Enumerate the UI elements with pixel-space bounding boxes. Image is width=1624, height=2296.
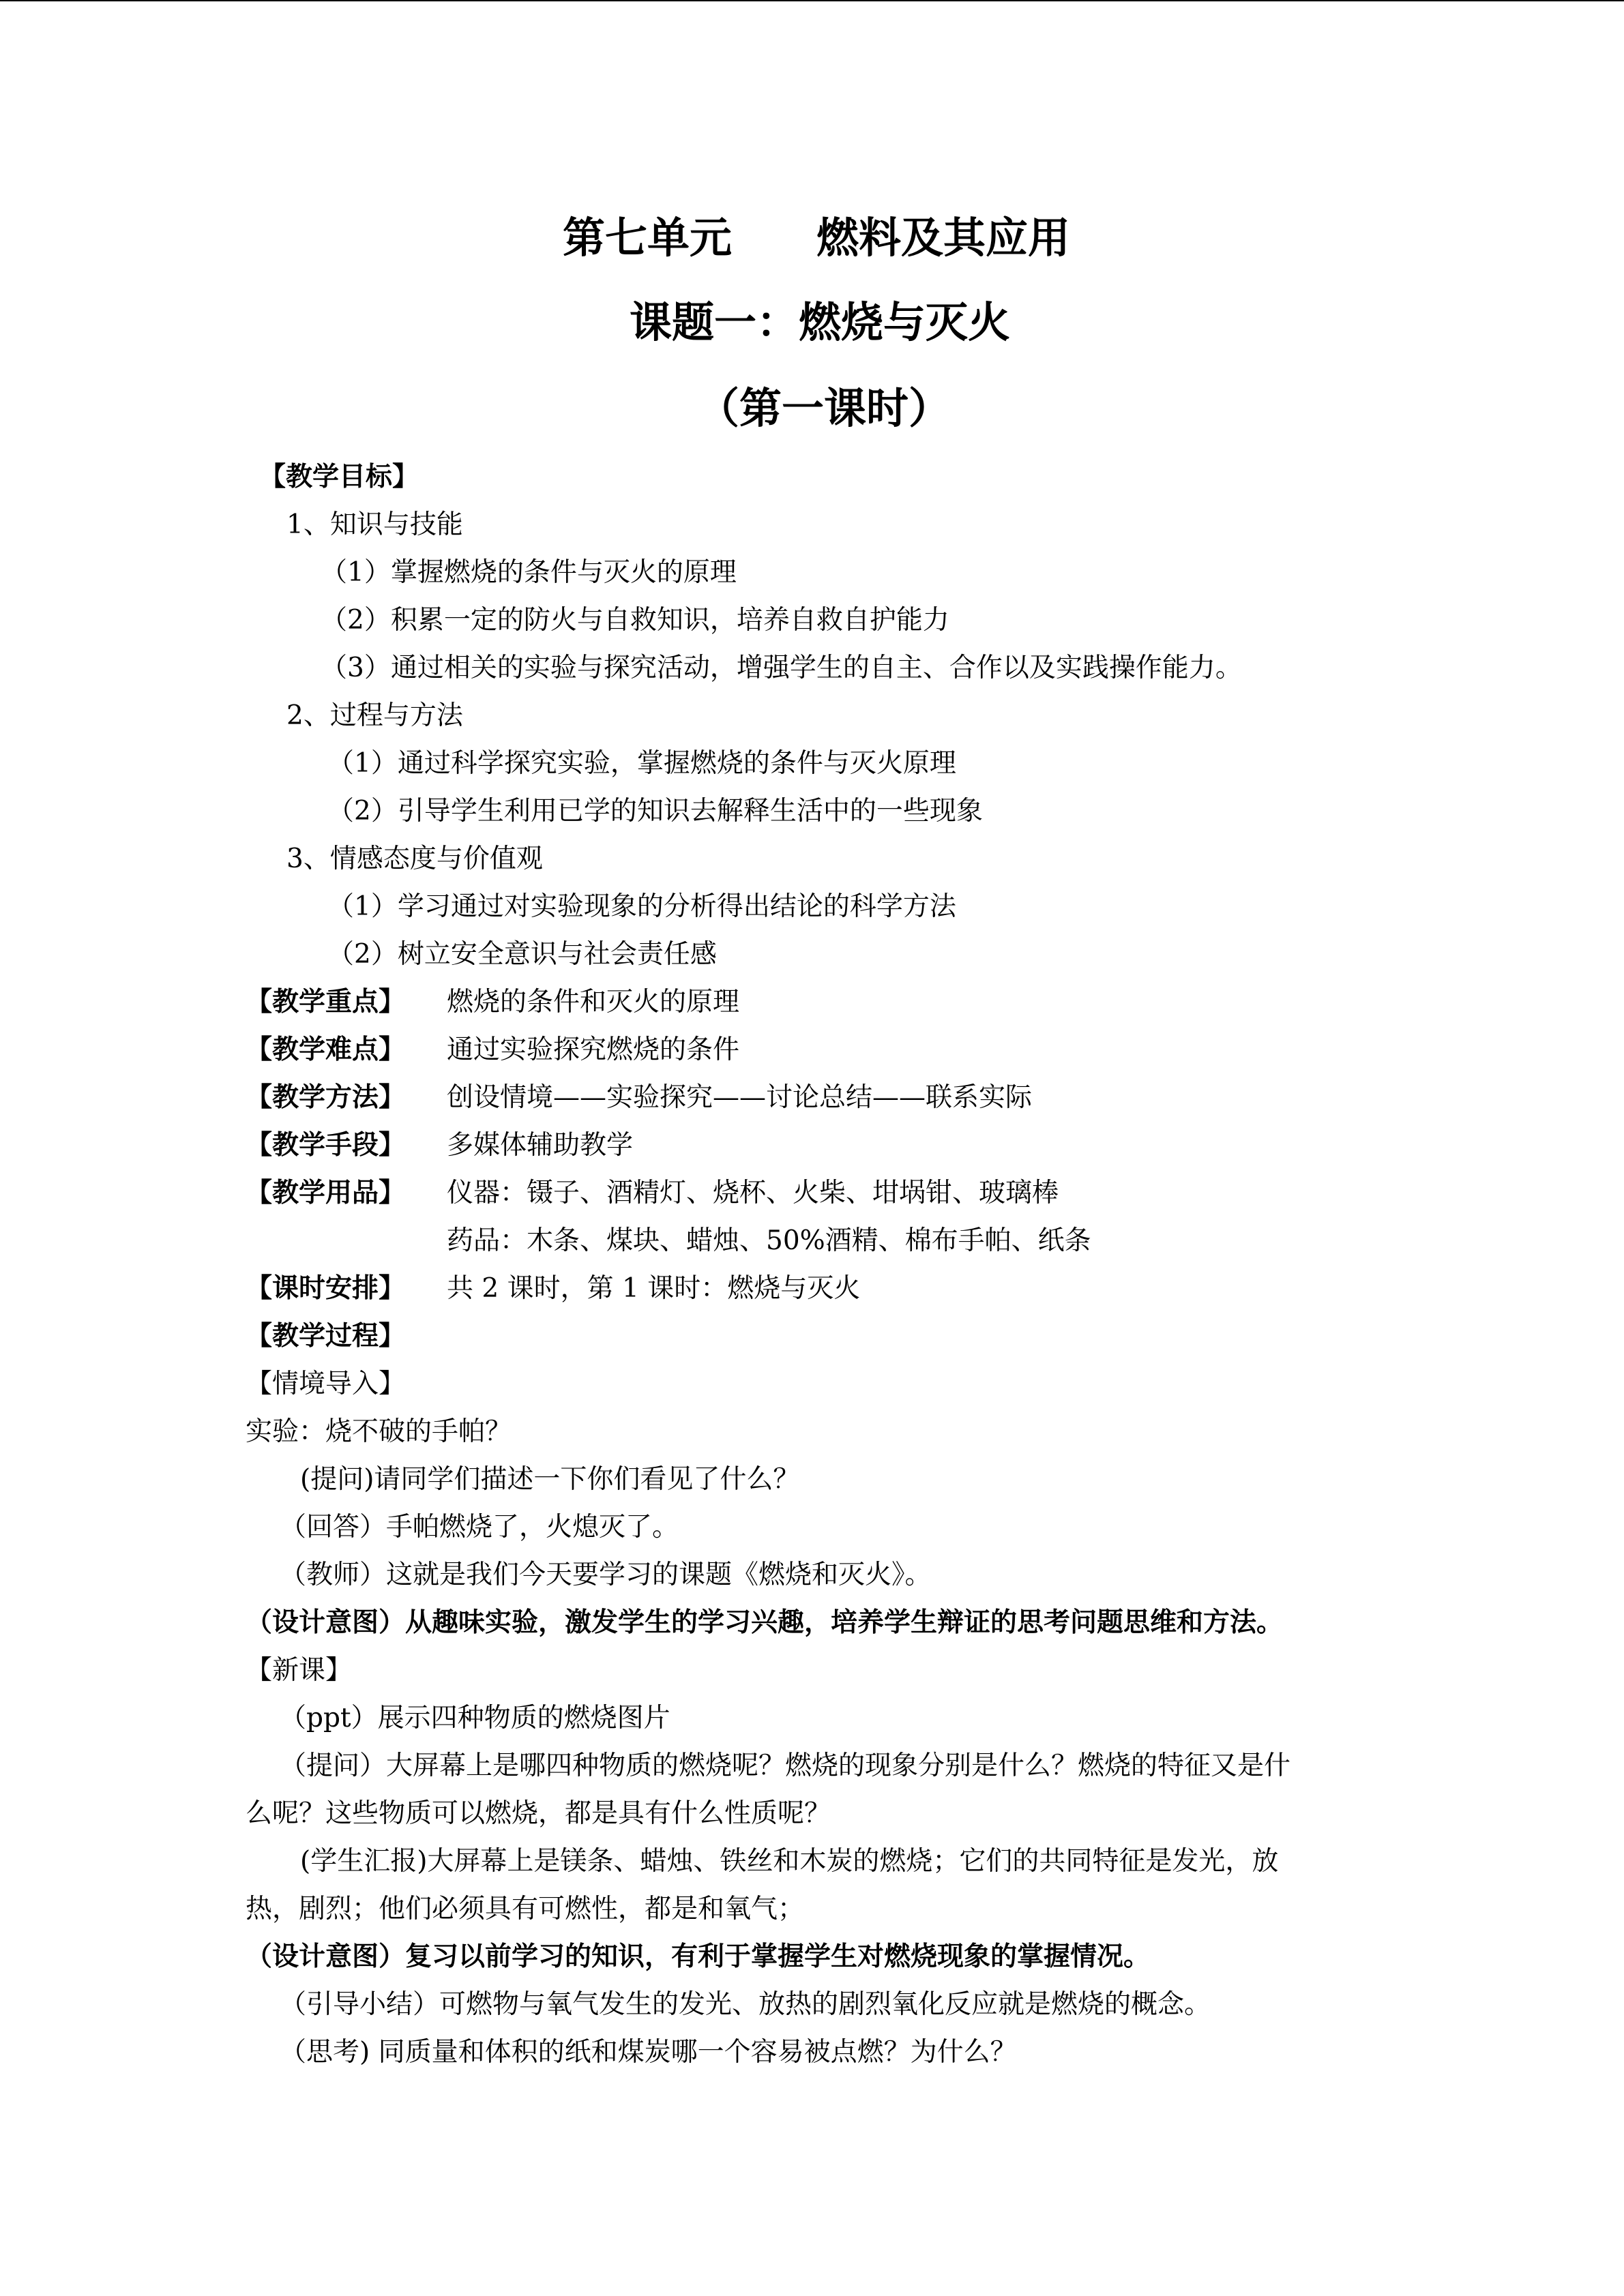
attitude-item-2: （2）树立安全意识与社会责任感	[327, 939, 717, 970]
student-report-line-2: 热，剧烈；他们必须具有可燃性，都是和氧气；	[246, 1894, 805, 1924]
supplies-reagents: 药品：木条、煤块、蜡烛、50%酒精、棉布手帕、纸条	[447, 1225, 1091, 1256]
schedule-label: 【课时安排】	[246, 1272, 406, 1304]
knowledge-skills-heading: 1、知识与技能	[286, 509, 463, 540]
means-value: 多媒体辅助教学	[447, 1130, 634, 1161]
method-value: 创设情境——实验探究——讨论总结——联系实际	[447, 1082, 1033, 1113]
attitude-values-heading: 3、情感态度与价值观	[286, 844, 543, 874]
schedule-value: 共 2 课时，第 1 课时：燃烧与灭火	[447, 1273, 861, 1304]
new-lesson-question-line-2: 么呢？这些物质可以燃烧，都是具有什么性质呢？	[246, 1798, 831, 1829]
period-title: （第一课时）	[697, 383, 951, 433]
intro-design-intent: （设计意图）从趣味实验，激发学生的学习兴趣，培养学生辩证的思考问题思维和方法。	[246, 1607, 1284, 1638]
intro-teacher: （教师）这就是我们今天要学习的课题《燃烧和灭火》。	[280, 1560, 932, 1590]
new-lesson-design-intent: （设计意图）复习以前学习的知识，有利于掌握学生对燃烧现象的掌握情况。	[246, 1941, 1151, 1972]
unit-title: 第七单元 燃料及其应用	[563, 213, 1071, 263]
teaching-process-label: 【教学过程】	[246, 1320, 406, 1352]
student-report-line-1: (学生汇报)大屏幕上是镁条、蜡烛、铁丝和木炭的燃烧；它们的共同特征是发光，放	[300, 1846, 1279, 1877]
means-label: 【教学手段】	[246, 1129, 406, 1161]
intro-answer: （回答）手帕燃烧了，火熄灭了。	[280, 1512, 679, 1542]
process-item-2: （2）引导学生利用已学的知识去解释生活中的一些现象	[327, 796, 983, 826]
intro-question: (提问)请同学们描述一下你们看见了什么？	[300, 1464, 800, 1495]
thinking-question: （思考) 同质量和体积的纸和煤炭哪一个容易被点燃？为什么？	[280, 2037, 1017, 2068]
key-points-value: 燃烧的条件和灭火的原理	[447, 987, 740, 1017]
intro-heading: 【情境导入】	[246, 1369, 406, 1399]
new-lesson-question-line-1: （提问）大屏幕上是哪四种物质的燃烧呢？燃烧的现象分别是什么？燃烧的特征又是什	[280, 1750, 1291, 1781]
knowledge-item-3: （3）通过相关的实验与探究活动，增强学生的自主、合作以及实践操作能力。	[321, 653, 1242, 683]
method-label: 【教学方法】	[246, 1082, 406, 1113]
lesson-title: 课题一：燃烧与灭火	[630, 297, 1011, 347]
intro-experiment: 实验：烧不破的手帕？	[246, 1416, 512, 1447]
objectives-heading: 【教学目标】	[259, 461, 419, 492]
new-lesson-heading: 【新课】	[246, 1655, 353, 1686]
supplies-instruments: 仪器：镊子、酒精灯、烧杯、火柴、坩埚钳、玻璃棒	[447, 1178, 1059, 1208]
process-item-1: （1）通过科学探究实验，掌握燃烧的条件与灭火原理	[327, 748, 956, 779]
key-points-label: 【教学重点】	[246, 986, 406, 1017]
attitude-item-1: （1）学习通过对实验现象的分析得出结论的科学方法	[327, 891, 956, 922]
difficulty-label: 【教学难点】	[246, 1034, 406, 1065]
difficulty-value: 通过实验探究燃烧的条件	[447, 1034, 740, 1065]
guided-summary: （引导小结）可燃物与氧气发生的发光、放热的剧烈氧化反应就是燃烧的概念。	[280, 1989, 1211, 2020]
top-border-line	[0, 0, 1624, 1]
knowledge-item-2: （2）积累一定的防火与自救知识，培养自救自护能力	[321, 605, 949, 636]
supplies-label: 【教学用品】	[246, 1177, 406, 1208]
new-lesson-ppt: （ppt）展示四种物质的燃烧图片	[280, 1703, 670, 1733]
process-method-heading: 2、过程与方法	[286, 700, 463, 731]
knowledge-item-1: （1）掌握燃烧的条件与灭火的原理	[321, 557, 737, 588]
